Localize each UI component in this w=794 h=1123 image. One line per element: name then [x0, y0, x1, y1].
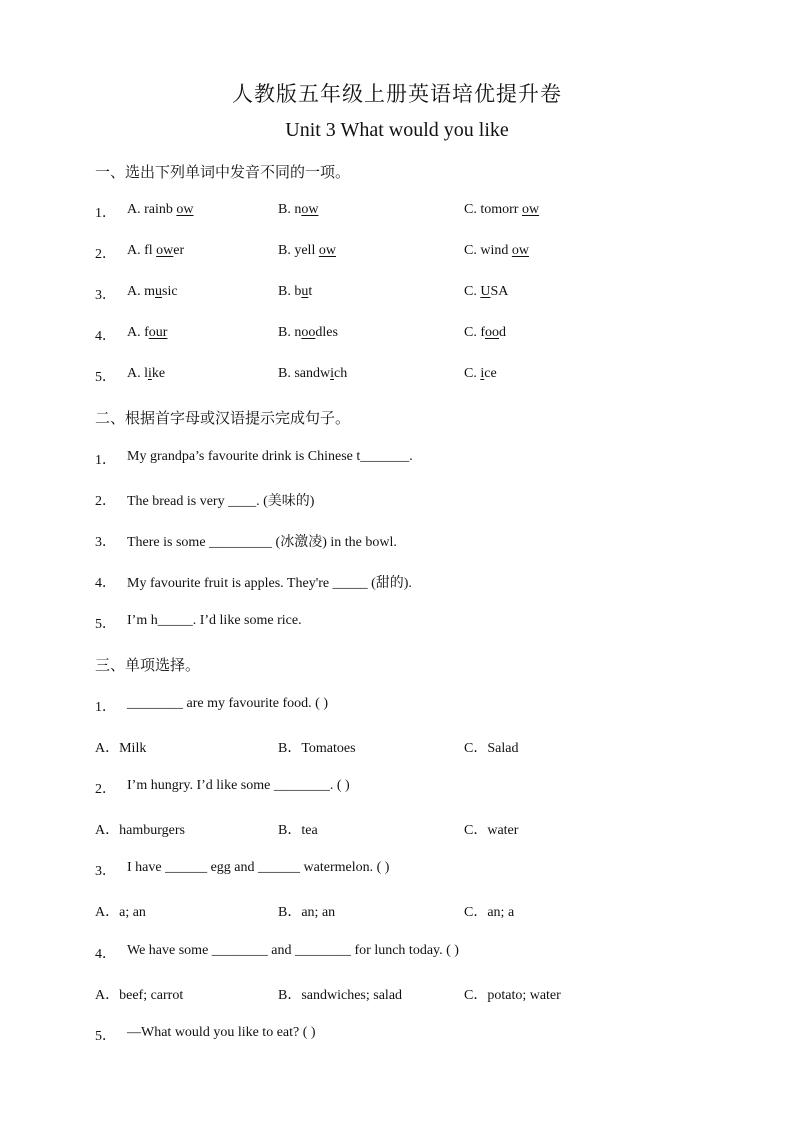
question-text: There is some _________ (冰激凌) in the bowl.	[127, 535, 397, 550]
question-number: 3．	[95, 864, 116, 879]
question-number: 1．	[95, 700, 116, 715]
section-3-heading: 三、单项选择。	[95, 656, 201, 674]
page-title: 人教版五年级上册英语培优提升卷	[232, 82, 562, 106]
option-a: A．Milk	[95, 741, 147, 756]
question-text: —What would you like to eat? ( )	[127, 1025, 316, 1040]
question-text: The bread is very ____. (美味的)	[127, 494, 315, 509]
option-a: A. fl ower	[127, 243, 185, 258]
question-row	[95, 366, 735, 388]
option-b: B. yell ow	[278, 243, 336, 258]
option-a: A. rainb ow	[127, 202, 194, 217]
option-c: C．Salad	[464, 741, 519, 756]
options-row	[95, 901, 735, 923]
question-row	[95, 243, 735, 265]
question-text: We have some ________ and ________ for lunch today. ( )	[127, 943, 459, 958]
options-row	[95, 984, 735, 1006]
page-subtitle: Unit 3 What would you like	[285, 119, 509, 141]
section-1-heading: 一、选出下列单词中发音不同的一项。	[95, 163, 351, 181]
question-number: 4．	[95, 329, 116, 344]
question-number: 4．	[95, 576, 116, 591]
option-c: C. ice	[464, 366, 497, 381]
question-row	[95, 202, 735, 224]
option-a: A. music	[127, 284, 178, 299]
question-number: 2．	[95, 494, 116, 509]
option-c: C. food	[464, 325, 506, 340]
question-row	[95, 490, 735, 512]
question-row	[95, 860, 735, 882]
question-number: 2．	[95, 782, 116, 797]
question-row	[95, 284, 735, 306]
question-row	[95, 696, 735, 718]
question-number: 5．	[95, 370, 116, 385]
option-b: B. noodles	[278, 325, 338, 340]
option-b: B．Tomatoes	[278, 741, 356, 756]
option-b: B. now	[278, 202, 319, 217]
question-row	[95, 531, 735, 553]
option-b: B．tea	[278, 823, 318, 838]
question-text: My favourite fruit is apples. They're _____ (甜的).	[127, 576, 412, 591]
option-c: C. wind ow	[464, 243, 529, 258]
option-c: C. tomorr ow	[464, 202, 540, 217]
option-b: B. but	[278, 284, 313, 299]
option-a: A．hamburgers	[95, 823, 185, 838]
question-number: 1．	[95, 206, 116, 221]
question-row	[95, 1025, 735, 1047]
question-text: I have ______ egg and ______ watermelon. ( )	[127, 860, 390, 875]
option-a: A．a; an	[95, 905, 146, 920]
question-number: 4．	[95, 947, 116, 962]
question-number: 5．	[95, 1029, 116, 1044]
option-c: C．an; a	[464, 905, 515, 920]
options-row	[95, 819, 735, 841]
section-2-heading: 二、根据首字母或汉语提示完成句子。	[95, 409, 351, 427]
options-row	[95, 737, 735, 759]
option-a: A. like	[127, 366, 166, 381]
question-number: 1．	[95, 453, 116, 468]
question-text: ________ are my favourite food. ( )	[127, 696, 328, 711]
option-c: C．water	[464, 823, 519, 838]
question-number: 3．	[95, 535, 116, 550]
question-text: I’m hungry. I’d like some ________. ( )	[127, 778, 350, 793]
option-b: B. sandwich	[278, 366, 348, 381]
question-row	[95, 449, 735, 471]
question-text: My grandpa’s favourite drink is Chinese t_______.	[127, 449, 413, 464]
option-c: C．potato; water	[464, 988, 561, 1003]
question-number: 5．	[95, 617, 116, 632]
option-b: B．sandwiches; salad	[278, 988, 403, 1003]
question-row	[95, 325, 735, 347]
option-a: A. four	[127, 325, 168, 340]
question-number: 3．	[95, 288, 116, 303]
question-row	[95, 613, 735, 635]
question-row	[95, 572, 735, 594]
question-number: 2．	[95, 247, 116, 262]
question-row	[95, 943, 735, 965]
option-c: C. USA	[464, 284, 509, 299]
option-a: A．beef; carrot	[95, 988, 184, 1003]
option-b: B．an; an	[278, 905, 336, 920]
question-text: I’m h_____. I’d like some rice.	[127, 613, 302, 628]
question-row	[95, 778, 735, 800]
